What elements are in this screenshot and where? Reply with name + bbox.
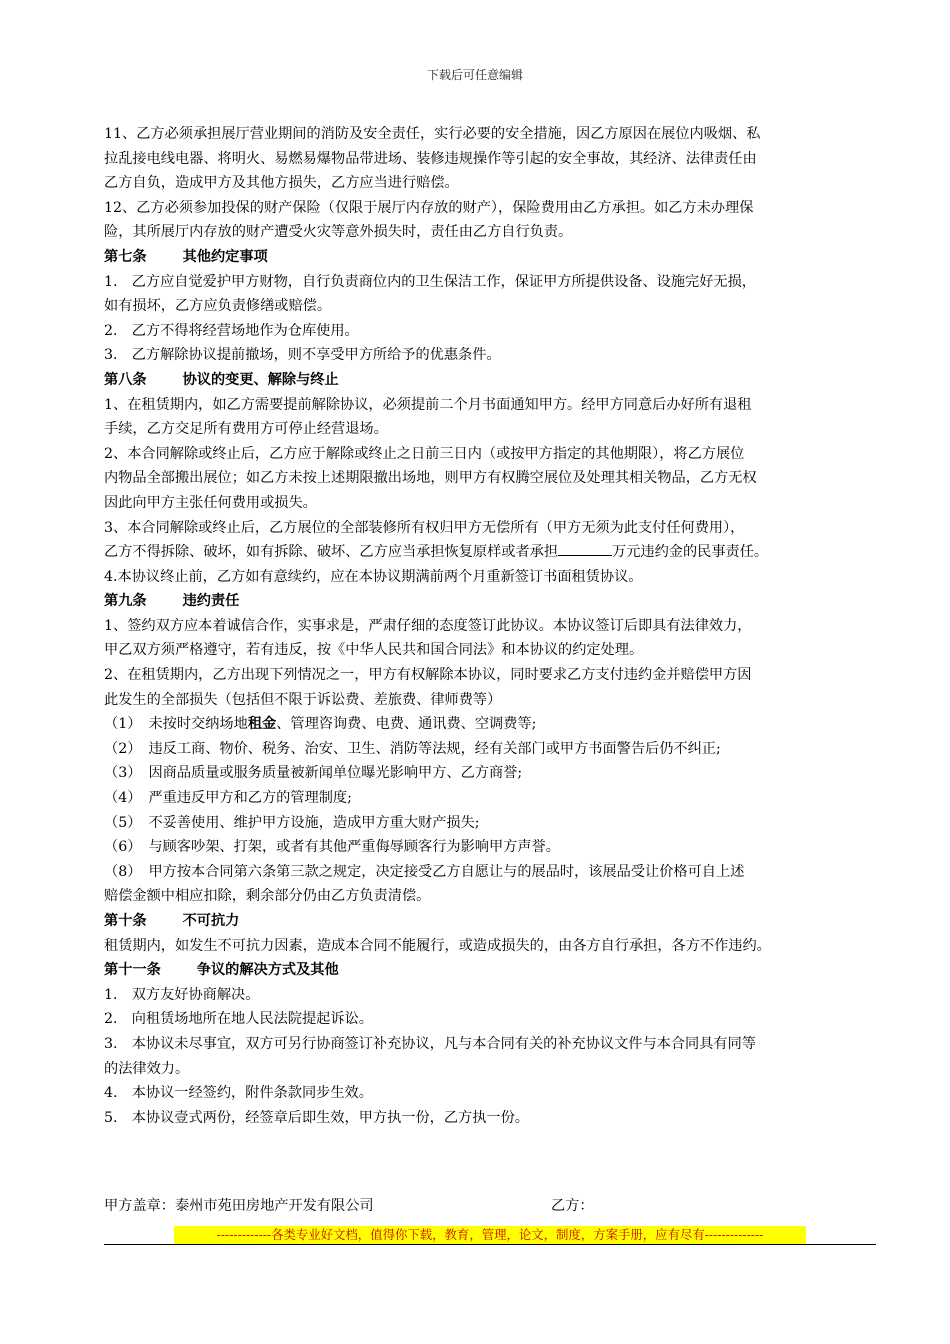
article-9-heading <box>104 589 880 614</box>
article-title: 其他约定事项 <box>182 248 268 265</box>
clause-11-line: 乙方自负，造成甲方及其他方损失，乙方应当进行赔偿。 <box>104 175 459 192</box>
article-11-item: 2. 向租赁场地所在地人民法院提起诉讼。 <box>104 1011 373 1028</box>
article-title: 争议的解决方式及其他 <box>196 962 339 979</box>
article-8-item-text: 乙方不得拆除、破坏，如有拆除、破坏、乙方应当承担恢复原样或者承担 <box>104 544 559 561</box>
article-7-item: 2. 乙方不得将经营场地作为仓库使用。 <box>104 322 359 339</box>
article-9-subitem <box>104 712 880 737</box>
article-title: 不可抗力 <box>182 913 240 929</box>
article-8-item: 1、在租赁期内，如乙方需要提前解除协议，必须提前二个月书面通知甲方。经甲方同意后办好所有退租 <box>104 396 752 413</box>
article-number: 第九条 <box>104 593 147 610</box>
article-9-item: 甲乙双方须严格遵守，若有违反，按《中华人民共和国合同法》和本协议的约定处理。 <box>104 642 644 659</box>
article-number: 第七条 <box>104 248 147 265</box>
article-11-item: 的法律效力。 <box>104 1060 190 1077</box>
clause-11-line: 11、乙方必须承担展厅营业期间的消防及安全责任，实行必要的安全措施，因乙方原因在展位内吸烟、私 <box>104 126 761 142</box>
subitem-text: （1） 未按时交纳场地 <box>104 716 248 733</box>
article-title: 协议的变更、解除与终止 <box>182 371 339 388</box>
article-8-item: 内物品全部搬出展位；如乙方未按上述期限撤出场地，则甲方有权腾空展位及处理其相关物品，乙方无权 <box>104 470 757 487</box>
footer-promo-banner[interactable]: -------------各类专业好文档，值得你下载，教育，管理，论文，制度，方案手册，应有尽有-------------- <box>174 1226 806 1244</box>
article-9-subitem: （5） 不妥善使用、维护甲方设施，造成甲方重大财产损失; <box>104 814 480 831</box>
article-11-heading <box>104 958 880 983</box>
subitem-emphasis: 租金 <box>247 716 277 733</box>
party-a-label: 甲方盖章： <box>104 1198 175 1214</box>
article-number: 第十条 <box>104 913 147 929</box>
penalty-amount-blank[interactable] <box>558 541 612 556</box>
article-9-subitem: （6） 与顾客吵架、打架，或者有其他严重侮辱顾客行为影响甲方声誉。 <box>104 839 560 856</box>
article-8-item: 手续，乙方交足所有费用方可停止经营退场。 <box>104 421 388 438</box>
contract-body <box>104 122 880 1130</box>
article-9-subitem: （8） 甲方按本合同第六条第三款之规定，决定接受乙方自愿让与的展品时，该展品受让价格可自上述 <box>104 863 745 880</box>
article-8-item: 4.本协议终止前，乙方如有意续约，应在本协议期满前两个月重新签订书面租赁协议。 <box>104 568 643 585</box>
article-11-item: 1. 双方友好协商解决。 <box>104 986 260 1003</box>
article-number: 第十一条 <box>104 962 161 979</box>
article-9-item: 2、在租赁期内，乙方出现下列情况之一，甲方有权解除本协议，同时要求乙方支付违约金并赔偿甲方因 <box>104 667 752 684</box>
page-header-note: 下载后可任意编辑 <box>426 68 523 82</box>
party-a-name: 泰州市苑田房地产开发有限公司 <box>174 1198 374 1214</box>
footer-divider <box>104 1244 876 1245</box>
article-9-item: 此发生的全部损失（包括但不限于诉讼费、差旅费、律师费等） <box>104 691 502 708</box>
clause-12-line: 12、乙方必须参加投保的财产保险（仅限于展厅内存放的财产），保险费用由乙方承担。如乙方未办理保 <box>104 199 754 216</box>
article-title: 违约责任 <box>182 593 240 610</box>
article-10-heading <box>104 909 880 934</box>
article-8-item: 因此向甲方主张任何费用或损失。 <box>104 494 317 511</box>
article-8-item: 2、本合同解除或终止后，乙方应于解除或终止之日前三日内（或按甲方指定的其他期限），将乙方展位 <box>104 445 745 462</box>
article-8-item-text: 万元违约金的民事责任。 <box>612 544 769 561</box>
party-b-label: 乙方： <box>551 1198 594 1214</box>
article-11-item: 4. 本协议一经签约，附件条款同步生效。 <box>104 1085 373 1102</box>
article-9-subitem: （3） 因商品质量或服务质量被新闻单位曝光影响甲方、乙方商誉; <box>104 765 523 782</box>
article-10-text: 租赁期内，如发生不可抗力因素，造成本合同不能履行，或造成损失的，由各方自行承担，各方不作违约。 <box>104 937 771 954</box>
article-9-subitem: 赔偿金额中相应扣除，剩余部分仍由乙方负责清偿。 <box>104 888 431 905</box>
article-9-item: 1、签约双方应本着诚信合作，实事求是，严肃仔细的态度签订此协议。本协议签订后即具有法律效力， <box>104 617 752 634</box>
article-7-item: 1. 乙方应自觉爱护甲方财物，自行负责商位内的卫生保洁工作，保证甲方所提供设备、设施完好无损， <box>104 273 756 290</box>
article-number: 第八条 <box>104 371 147 388</box>
signature-row <box>104 1194 880 1218</box>
article-11-item: 5. 本协议壹式两份，经签章后即生效，甲方执一份，乙方执一份。 <box>104 1109 529 1126</box>
article-9-subitem: （2） 违反工商、物价、税务、治安、卫生、消防等法规，经有关部门或甲方书面警告后仍不纠正; <box>104 740 721 757</box>
article-8-item <box>104 540 880 565</box>
article-8-heading <box>104 368 880 393</box>
article-8-item: 3、本合同解除或终止后，乙方展位的全部装修所有权归甲方无偿所有（甲方无须为此支付任何费用）， <box>104 519 745 536</box>
article-11-item: 3. 本协议未尽事宜，双方可另行协商签订补充协议，凡与本合同有关的补充协议文件与本合同具有同等 <box>104 1035 756 1052</box>
article-7-item: 3. 乙方解除协议提前撤场，则不享受甲方所给予的优惠条件。 <box>104 347 501 364</box>
article-9-subitem: （4） 严重违反甲方和乙方的管理制度; <box>104 790 352 807</box>
subitem-text: 、管理咨询费、电费、通讯费、空调费等; <box>276 716 537 733</box>
clause-12-line: 险，其所展厅内存放的财产遭受火灾等意外损失时，责任由乙方自行负责。 <box>104 224 573 241</box>
article-7-heading <box>104 245 880 270</box>
clause-11-line: 拉乱接电线电器、将明火、易燃易爆物品带进场、装修违规操作等引起的安全事故，其经济、法律责任由 <box>104 150 757 167</box>
article-7-item: 如有损坏，乙方应负责修缮或赔偿。 <box>104 298 332 315</box>
